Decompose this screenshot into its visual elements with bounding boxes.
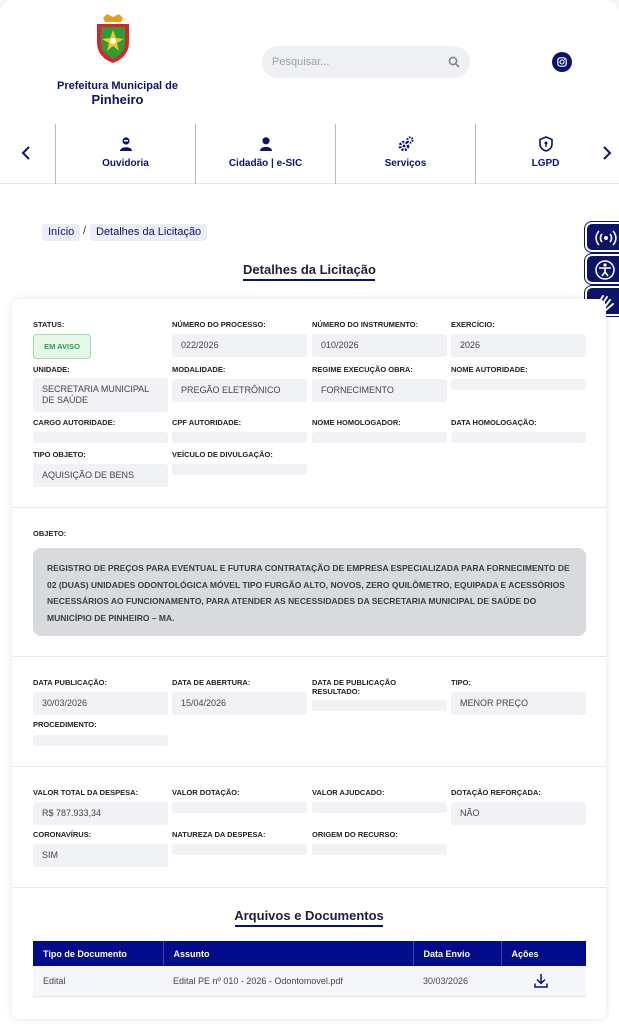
breadcrumb-current: Detalhes da Licitação xyxy=(90,224,207,241)
dotacao-reforcada-value: NÃO xyxy=(451,802,586,825)
natureza-despesa-label: NATUREZA DA DESPESA: xyxy=(172,830,266,839)
numero-instrumento-label: NÚMERO DO INSTRUMENTO: xyxy=(312,320,419,329)
numero-instrumento-value: 010/2026 xyxy=(312,334,447,357)
valor-total-label: VALOR TOTAL DA DESPESA: xyxy=(33,788,139,797)
exercicio-label: EXERCÍCIO: xyxy=(451,320,495,329)
section-divider xyxy=(12,507,606,508)
veiculo-value xyxy=(172,464,307,475)
cell-tipo: Edital xyxy=(33,966,163,996)
status-label: STATUS: xyxy=(33,320,65,329)
numero-processo-value: 022/2026 xyxy=(172,334,307,357)
nome-homologador-value xyxy=(312,432,447,443)
breadcrumb-home[interactable]: Início xyxy=(42,224,80,241)
data-publicacao-resultado-label: DATA DE PUBLICAÇÃO RESULTADO: xyxy=(312,678,397,696)
coronavirus-value: SIM xyxy=(33,844,168,867)
natureza-despesa-value xyxy=(172,844,307,855)
valor-dotacao-value xyxy=(172,802,307,813)
nav-item-ouvidoria[interactable] xyxy=(55,124,195,184)
regime-value: FORNECIMENTO xyxy=(312,379,447,402)
cargo-autoridade-value xyxy=(33,432,168,443)
veiculo-label: VEÍCULO DE DIVULGAÇÃO: xyxy=(172,450,273,459)
modalidade-value: PREGÃO ELETRÔNICO xyxy=(172,379,307,402)
brand-subtitle: Prefeitura Municipal de xyxy=(56,80,179,92)
chevron-right-icon[interactable] xyxy=(600,144,614,162)
objeto-text: REGISTRO DE PREÇOS PARA EVENTUAL E FUTURA CONTRATAÇÃO DE EMPRESA ESPECIALIZADA PARA FORNECIMENTO DE 02 (DUAS) UNIDADES ODONTOLÓGICA MÓVEL TIPO FURGÃO ALTO, NOVOS, ZERO QUILÔMETRO, EQUIPADA E ACESSÓRIOS NECESSÁRIOS AO FUNCIONAMENTO, PARA ATENDER AS NECESSIDADES DA SECRETARIA MUNICIPAL DE SAÚDE DO MUNICÍPIO DE PINHEIRO – MA. xyxy=(33,548,586,636)
status-badge: EM AVISO xyxy=(33,334,91,359)
column-header-assunto: Assunto xyxy=(163,941,413,966)
nav-item-cidadao-esic[interactable] xyxy=(195,124,335,184)
data-publicacao-value: 30/03/2026 xyxy=(33,692,168,715)
cargo-autoridade-label: CARGO AUTORIDADE: xyxy=(33,418,116,427)
nav-item-servicos[interactable] xyxy=(335,124,475,184)
regime-label: REGIME EXECUÇÃO OBRA: xyxy=(312,365,413,374)
page-title: Detalhes da Licitação xyxy=(243,262,376,277)
brand-name[interactable]: Pinheiro xyxy=(91,92,144,107)
main-nav xyxy=(0,124,619,184)
tipo-objeto-value: AQUISIÇÃO DE BENS xyxy=(33,464,168,487)
data-abertura-label: DATA DE ABERTURA: xyxy=(172,678,251,687)
nav-label: Ouvidoria xyxy=(102,158,149,169)
column-header-acoes: Ações xyxy=(501,941,586,966)
column-header-data-envio: Data Envio xyxy=(413,941,501,966)
cpf-autoridade-label: CPF AUTORIDADE: xyxy=(172,418,242,427)
modalidade-label: MODALIDADE: xyxy=(172,365,226,374)
valor-ajudcado-label: VALOR AJUDCADO: xyxy=(312,788,385,797)
dotacao-reforcada-label: DOTAÇÃO REFORÇADA: xyxy=(451,788,541,797)
valor-total-value: R$ 787.933,34 xyxy=(33,802,168,825)
unidade-value: SECRETARIA MUNICIPAL DE SAÚDE xyxy=(33,378,168,412)
tipo-objeto-label: TIPO OBJETO: xyxy=(33,450,86,459)
download-icon[interactable] xyxy=(533,973,549,989)
breadcrumb-separator: / xyxy=(83,225,87,237)
broadcast-icon[interactable] xyxy=(585,222,619,252)
documents-table xyxy=(33,941,586,997)
shield-lock-icon xyxy=(538,136,554,152)
data-publicacao-label: DATA PUBLICAÇÃO: xyxy=(33,678,108,687)
data-homologacao-label: DATA HOMOLOGAÇÃO: xyxy=(451,418,537,427)
gears-icon xyxy=(398,136,414,152)
cell-data-envio: 30/03/2026 xyxy=(413,966,501,996)
valor-dotacao-label: VALOR DOTAÇÃO: xyxy=(172,788,240,797)
documents-title: Arquivos e Documentos xyxy=(234,908,384,923)
city-coat-of-arms-icon[interactable] xyxy=(93,12,133,64)
section-divider xyxy=(12,656,606,657)
details-card xyxy=(12,299,606,1019)
user-icon xyxy=(258,136,274,152)
chevron-left-icon[interactable] xyxy=(19,144,33,162)
nav-label: LGPD xyxy=(531,158,560,169)
objeto-label: OBJETO: xyxy=(33,529,67,538)
nav-label: Cidadão | e-SIC xyxy=(228,158,303,169)
cpf-autoridade-value xyxy=(172,432,307,443)
search-icon[interactable] xyxy=(448,56,460,68)
numero-processo-label: NÚMERO DO PROCESSO: xyxy=(172,320,266,329)
origem-recurso-value xyxy=(312,844,447,855)
user-speech-icon xyxy=(118,136,134,152)
search-box xyxy=(262,46,470,78)
procedimento-value xyxy=(33,735,168,746)
data-homologacao-value xyxy=(451,432,586,443)
cell-acoes xyxy=(501,966,586,996)
instagram-icon[interactable] xyxy=(552,52,572,72)
valor-ajudcado-value xyxy=(312,802,447,813)
exercicio-value: 2026 xyxy=(451,334,586,357)
section-divider xyxy=(12,766,606,767)
title-underline xyxy=(243,279,375,281)
origem-recurso-label: ORIGEM DO RECURSO: xyxy=(312,830,398,839)
cell-assunto: Edital PE nº 010 - 2026 - Odontomovel.pdf xyxy=(163,966,413,996)
data-publicacao-resultado-value xyxy=(312,700,447,711)
nome-autoridade-label: NOME AUTORIDADE: xyxy=(451,365,528,374)
tipo-value: MENOR PREÇO xyxy=(451,692,586,715)
unidade-label: UNIDADE: xyxy=(33,365,70,374)
table-row xyxy=(33,966,586,996)
search-input[interactable] xyxy=(272,46,442,78)
nome-autoridade-value xyxy=(451,379,586,390)
site-header xyxy=(0,0,619,124)
documents-title-underline xyxy=(235,925,383,927)
nav-item-lgpd[interactable] xyxy=(475,124,615,184)
section-divider xyxy=(12,887,606,888)
data-abertura-value: 15/04/2026 xyxy=(172,692,307,715)
column-header-tipo: Tipo de Documento xyxy=(33,941,163,966)
coronavirus-label: CORONAVÍRUS: xyxy=(33,830,92,839)
table-header-row xyxy=(33,941,586,966)
nav-label: Serviços xyxy=(384,158,427,169)
procedimento-label: PROCEDIMENTO: xyxy=(33,720,97,729)
tipo-label: TIPO: xyxy=(451,678,471,687)
nome-homologador-label: NOME HOMOLOGADOR: xyxy=(312,418,401,427)
